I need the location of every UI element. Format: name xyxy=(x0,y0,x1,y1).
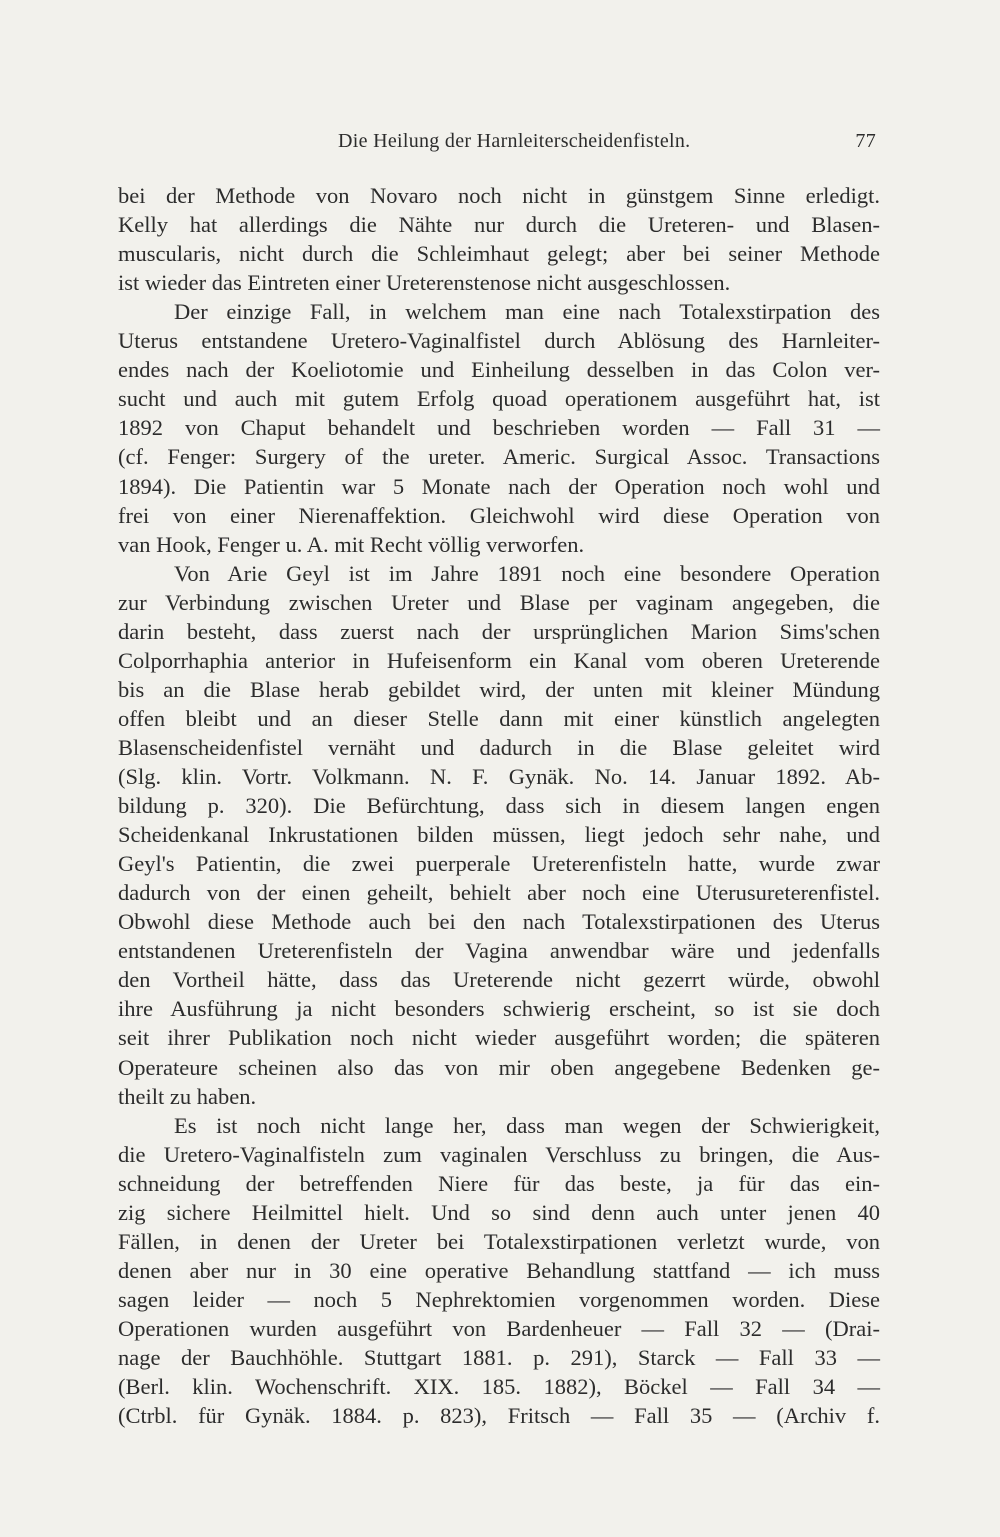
text-line: schneidung der betreffenden Niere für das beste, ja für das ein- xyxy=(118,1170,880,1196)
text-line: 1894). Die Patientin war 5 Monate nach der Operation noch wohl und xyxy=(118,473,880,499)
text-line: darin besteht, dass zuerst nach der ursprünglichen Marion Sims'schen xyxy=(118,618,880,644)
text-line: Fällen, in denen der Ureter bei Totalexstirpationen verletzt wurde, von xyxy=(118,1228,880,1254)
text-line: bis an die Blase herab gebildet wird, der unten mit kleiner Mündung xyxy=(118,676,880,702)
text-line: ihre Ausführung ja nicht besonders schwierig erscheint, so ist sie doch xyxy=(118,996,880,1022)
text-line: Von Arie Geyl ist im Jahre 1891 noch eine besondere Operation xyxy=(174,560,880,586)
text-line: (Berl. klin. Wochenschrift. XIX. 185. 1882), Böckel — Fall 34 — xyxy=(118,1374,880,1400)
text-line: Operationen wurden ausgeführt von Bardenheuer — Fall 32 — (Drai- xyxy=(118,1315,880,1341)
text-line: nage der Bauchhöhle. Stuttgart 1881. p. 291), Starck — Fall 33 — xyxy=(118,1345,880,1370)
text-line: muscularis, nicht durch die Schleimhaut gelegt; aber bei seiner Methode xyxy=(118,241,880,267)
text-line: endes nach der Koeliotomie und Einheilung desselben in das Colon ver- xyxy=(118,357,880,383)
text-line: (Ctrbl. für Gynäk. 1884. p. 823), Fritsch — Fall 35 — (Archiv f. xyxy=(118,1403,880,1429)
text-line: seit ihrer Publikation noch nicht wieder ausgeführt worden; die späteren xyxy=(118,1025,880,1051)
text-line: theilt zu haben. xyxy=(118,1083,257,1109)
text-line: sagen leider — noch 5 Nephrektomien vorgenommen worden. Diese xyxy=(118,1286,880,1312)
text-line: zig sichere Heilmittel hielt. Und so sind denn auch unter jenen 40 xyxy=(118,1199,880,1225)
text-line: Blasenscheidenfistel vernäht und dadurch in die Blase geleitet wird xyxy=(118,734,880,760)
text-line: Es ist noch nicht lange her, dass man wegen der Schwierigkeit, xyxy=(174,1112,880,1138)
text-line: ist wieder das Eintreten einer Ureterenstenose nicht ausgeschlossen. xyxy=(118,270,731,296)
text-line: Kelly hat allerdings die Nähte nur durch die Ureteren- und Blasen- xyxy=(118,212,880,238)
text-line: dadurch von der einen geheilt, behielt aber noch eine Uterusureterenfistel. xyxy=(118,880,880,906)
text-line: denen aber nur in 30 eine operative Behandlung stattfand — ich muss xyxy=(118,1257,880,1283)
text-line: entstandenen Ureterenfisteln der Vagina anwendbar wäre und jedenfalls xyxy=(118,938,880,964)
text-line: zur Verbindung zwischen Ureter und Blase per vaginam angegeben, die xyxy=(118,589,880,615)
text-line: Der einzige Fall, in welchem man eine nach Totalexstirpation des xyxy=(174,299,880,325)
text-line: Colporrhaphia anterior in Hufeisenform ein Kanal vom oberen Ureterende xyxy=(118,647,880,673)
text-line: Scheidenkanal Inkrustationen bilden müssen, liegt jedoch sehr nahe, und xyxy=(118,822,880,848)
text-line: offen bleibt und an dieser Stelle dann mit einer künstlich angelegten xyxy=(118,705,880,731)
text-line: Geyl's Patientin, die zwei puerperale Ureterenfisteln hatte, wurde zwar xyxy=(118,851,880,877)
text-line: van Hook, Fenger u. A. mit Recht völlig verworfen. xyxy=(118,531,585,557)
text-line: die Uretero-Vaginalfisteln zum vaginalen Verschluss zu bringen, die Aus- xyxy=(118,1141,880,1167)
page-number: 77 xyxy=(855,130,876,152)
text-line: (cf. Fenger: Surgery of the ureter. Americ. Surgical Assoc. Transactions xyxy=(118,444,880,470)
text-line: Operateure scheinen also das von mir oben angegebene Bedenken ge- xyxy=(118,1054,880,1080)
text-line: bildung p. 320). Die Befürchtung, dass sich in diesem langen engen xyxy=(118,793,880,819)
text-line: Uterus entstandene Uretero-Vaginalfistel durch Ablösung des Harnleiter- xyxy=(118,328,880,354)
text-line: bei der Methode von Novaro noch nicht in günstgem Sinne erledigt. xyxy=(118,183,880,208)
running-title: Die Heilung der Harnleiterscheidenfisteln. xyxy=(338,130,691,152)
text-line: (Slg. klin. Vortr. Volkmann. N. F. Gynäk. No. 14. Januar 1892. Ab- xyxy=(118,764,880,789)
text-line: 1892 von Chaput behandelt und beschrieben worden — Fall 31 — xyxy=(118,415,880,441)
text-line: den Vortheil hätte, dass das Ureterende nicht gezerrt würde, obwohl xyxy=(118,967,880,993)
text-line: Obwohl diese Methode auch bei den nach Totalexstirpationen des Uterus xyxy=(118,909,880,935)
text-line: frei von einer Nierenaffektion. Gleichwohl wird diese Operation von xyxy=(118,502,880,528)
text-line: sucht und auch mit gutem Erfolg quoad operationem ausgeführt hat, ist xyxy=(118,386,880,412)
